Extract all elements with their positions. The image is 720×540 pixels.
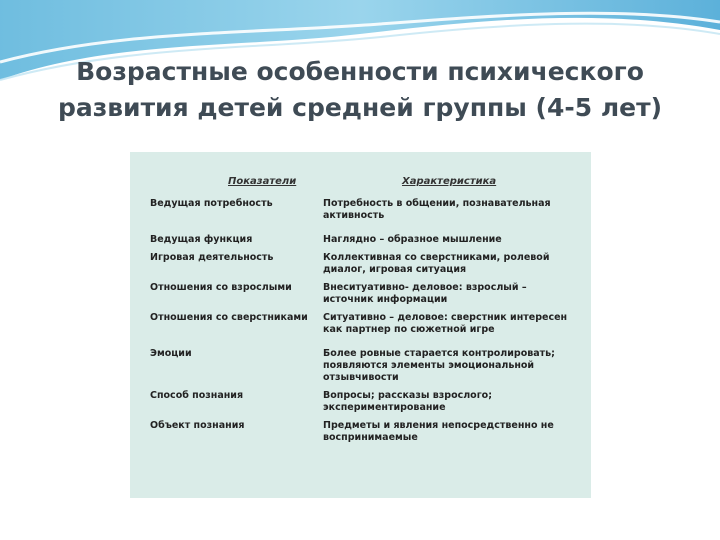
slide-title-line-2: развития детей средней группы (4-5 лет)	[57, 93, 663, 122]
row-indicator: Ведущая функция	[150, 234, 253, 245]
row-indicator: Эмоции	[150, 348, 192, 359]
row-indicator: Ведущая потребность	[150, 198, 273, 209]
row-characteristic: Внеситуативно- деловое: взрослый – источник информации	[323, 282, 527, 305]
row-characteristic: Предметы и явления непосредственно не воспринимаемые	[323, 420, 554, 443]
row-characteristic: Более ровные старается контролировать; появляются элементы эмоциональной отзывчивости	[323, 348, 555, 383]
row-characteristic: Наглядно – образное мышление	[323, 234, 502, 245]
row-characteristic: Вопросы; рассказы взрослого; экспериментирование	[323, 390, 493, 413]
row-indicator: Объект познания	[150, 420, 245, 431]
slide-title	[40, 54, 680, 126]
row-characteristic: Коллективная со сверстниками, ролевой диалог, игровая ситуация	[323, 252, 550, 275]
row-indicator: Отношения со сверстниками	[150, 312, 308, 323]
row-characteristic: Ситуативно – деловое: сверстник интересен как партнер по сюжетной игре	[323, 312, 568, 335]
header-characteristic: Характеристика	[402, 176, 497, 187]
slide-title-line-1: Возрастные особенности психического	[76, 57, 644, 86]
row-indicator: Отношения со взрослыми	[150, 282, 292, 293]
header-indicator: Показатели	[228, 176, 297, 187]
row-indicator: Способ познания	[150, 390, 244, 401]
table-header-row	[130, 176, 591, 192]
characteristics-table	[130, 152, 591, 498]
row-characteristic: Потребность в общении, познавательная активность	[323, 198, 551, 221]
row-indicator: Игровая деятельность	[150, 252, 274, 263]
